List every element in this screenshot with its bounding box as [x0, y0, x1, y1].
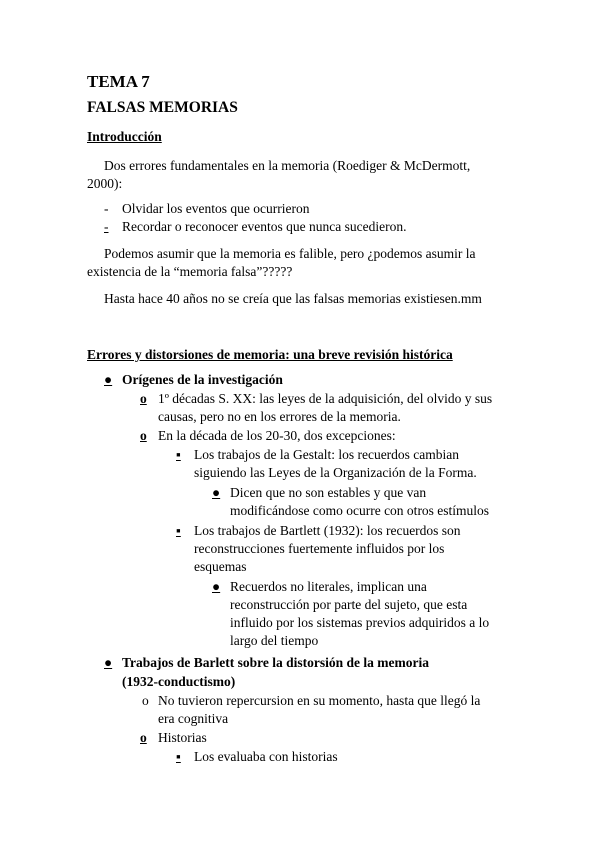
list-item: Recordar o reconocer eventos que nunca sucedieron. — [122, 219, 407, 234]
list-item-cont: siguiendo las Leyes de la Organización de la Forma. — [194, 465, 477, 480]
list-item-cont: influido por los sistemas previos adquiridos a lo — [230, 615, 490, 630]
list-item-cont: reconstrucción por parte del sujeto, que esta — [230, 597, 468, 612]
list-item: No tuvieron repercursion en su momento, hasta que llegó la — [158, 693, 481, 708]
bullet-label-origenes: Orígenes de la investigación — [122, 372, 283, 387]
list-item-cont: modificándose como ocurre con otros estímulos — [230, 503, 490, 518]
circle-marker: o — [140, 428, 147, 443]
list-item: En la década de los 20-30, dos excepciones: — [158, 428, 396, 443]
tema-number: TEMA 7 — [87, 72, 150, 91]
bullet-label-cont: (1932-conductismo) — [122, 674, 236, 689]
dash-marker: - — [104, 219, 109, 234]
intro-paragraph-3: Hasta hace 40 años no se creía que las falsas memorias existiesen.mm — [104, 291, 482, 306]
intro-heading: Introducción — [87, 129, 162, 144]
section-heading: Errores y distorsiones de memoria: una breve revisión histórica — [87, 347, 453, 362]
circle-marker: o — [142, 693, 149, 708]
intro-paragraph-1-cont: 2000): — [87, 176, 123, 191]
intro-paragraph-1: Dos errores fundamentales en la memoria (Roediger & McDermott, — [104, 158, 471, 173]
dash-marker: - — [104, 201, 109, 216]
list-item-gestalt: Los trabajos de la Gestalt: los recuerdos cambian — [194, 447, 460, 462]
list-item: Recuerdos no literales, implican una — [230, 579, 427, 594]
circle-marker: o — [140, 730, 147, 745]
list-item-bartlett: Los trabajos de Bartlett (1932): los recuerdos son — [194, 523, 461, 538]
square-marker: ▪ — [176, 749, 181, 764]
list-item: Los evaluaba con historias — [194, 749, 338, 764]
list-item: Historias — [158, 730, 207, 745]
list-item: 1º décadas S. XX: las leyes de la adquisición, del olvido y sus — [158, 391, 493, 406]
document-title: FALSAS MEMORIAS — [87, 99, 238, 116]
list-item-cont: reconstrucciones fuertemente influidos por los — [194, 541, 445, 556]
list-item-cont: largo del tiempo — [230, 633, 319, 648]
list-item-cont: era cognitiva — [158, 711, 229, 726]
circle-marker: o — [140, 391, 147, 406]
bullet-marker: ● — [104, 372, 113, 387]
square-marker: ▪ — [176, 447, 181, 462]
square-marker: ▪ — [176, 523, 181, 538]
dot-marker: ● — [212, 579, 221, 594]
list-item: Olvidar los eventos que ocurrieron — [122, 201, 310, 216]
list-item-cont: causas, pero no en los errores de la memoria. — [158, 409, 401, 424]
list-item: Dicen que no son estables y que van — [230, 485, 427, 500]
dot-marker: ● — [212, 485, 221, 500]
intro-paragraph-2-cont: existencia de la “memoria falsa”????? — [87, 264, 293, 279]
bullet-marker: ● — [104, 655, 113, 670]
bullet-label-barlett: Trabajos de Barlett sobre la distorsión de la memoria — [122, 655, 429, 670]
list-item-cont: esquemas — [194, 559, 247, 574]
intro-paragraph-2: Podemos asumir que la memoria es falible, pero ¿podemos asumir la — [104, 246, 476, 261]
